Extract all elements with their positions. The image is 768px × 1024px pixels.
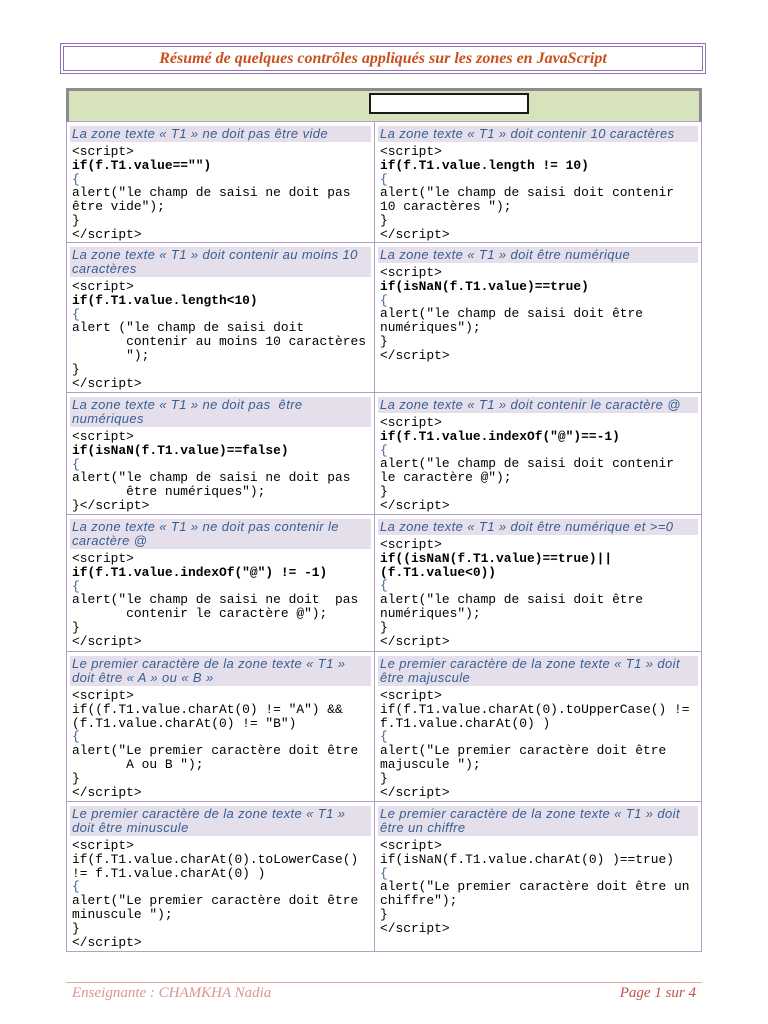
code-line: alert("le champ de saisi ne doit pas — [72, 470, 351, 486]
code-line: { — [380, 442, 388, 458]
code-line: alert("Le premier caractère doit être — [72, 743, 359, 759]
code-line: minuscule "); — [72, 906, 173, 922]
title-box — [60, 43, 706, 74]
cell-heading: Le premier caractère de la zone texte « T1 » doit être « A » ou « B » — [70, 656, 371, 686]
code-line: chiffre"); — [380, 893, 458, 909]
code-block — [70, 145, 371, 242]
code-line: } — [380, 333, 388, 349]
control-cell — [66, 515, 375, 652]
code-line: </script> — [380, 497, 450, 513]
code-line: numériques"); — [380, 605, 481, 621]
code-line: alert("Le premier caractère doit être — [380, 743, 667, 759]
control-cell — [375, 652, 702, 802]
code-line: "); — [72, 347, 150, 363]
code-line: alert("le champ de saisi ne doit pas — [72, 185, 351, 201]
code-line: numériques"); — [380, 320, 481, 336]
code-line: alert("le champ de saisi doit être — [380, 592, 644, 608]
code-line: <script> — [380, 688, 442, 703]
code-line: (f.T1.value<0)) — [380, 564, 497, 580]
code-line: if(isNaN(f.T1.value)==false) — [72, 442, 289, 458]
code-line: { — [72, 578, 80, 594]
code-line: { — [380, 729, 388, 745]
code-line: } — [380, 212, 388, 228]
code-line: </script> — [380, 784, 450, 800]
code-line: </script> — [72, 784, 142, 800]
code-line: <script> — [72, 279, 134, 294]
code-line: { — [380, 292, 388, 308]
code-line: if(f.T1.value.indexOf("@") != -1) — [72, 564, 328, 580]
document-title: Résumé de quelques contrôles appliqués sur les zones en JavaScript — [159, 49, 607, 67]
code-block — [70, 552, 371, 649]
code-line: être vide"); — [72, 199, 165, 215]
code-line: { — [72, 456, 80, 472]
footer-divider — [66, 982, 702, 983]
cell-heading: Le premier caractère de la zone texte « T1 » doit être un chiffre — [378, 806, 698, 836]
code-line: != f.T1.value.charAt(0) ) — [72, 865, 266, 881]
code-line: </script> — [72, 934, 142, 950]
code-line: if(f.T1.value.charAt(0).toLowerCase() — [72, 851, 359, 867]
footer-page-number: Page 1 sur 4 — [619, 985, 696, 1001]
code-line: }</script> — [72, 497, 150, 513]
code-line: <script> — [380, 265, 442, 280]
code-line: if(f.T1.value.length != 10) — [380, 157, 589, 173]
code-block — [378, 538, 698, 648]
code-line: </script> — [380, 633, 450, 649]
code-block — [70, 689, 371, 799]
code-line: } — [72, 212, 80, 228]
cell-heading: Le premier caractère de la zone texte « T1 » doit être majuscule — [378, 656, 698, 686]
code-line: { — [380, 171, 388, 187]
code-line: </script> — [72, 633, 142, 649]
code-line: <script> — [380, 415, 442, 430]
code-line: } — [380, 483, 388, 499]
control-cell — [66, 122, 375, 243]
cell-heading: La zone texte « T1 » doit contenir au moins 10 caractères — [70, 247, 371, 277]
control-cell — [66, 802, 375, 952]
code-block — [70, 430, 371, 513]
code-line: { — [72, 306, 80, 322]
cell-heading: La zone texte « T1 » doit être numérique — [378, 247, 698, 263]
control-cell — [375, 122, 702, 243]
control-cell — [66, 652, 375, 802]
code-line: } — [380, 906, 388, 922]
code-line: { — [380, 865, 388, 881]
code-line: if(f.T1.value.length<10) — [72, 292, 258, 308]
code-line: </script> — [72, 226, 142, 242]
code-line: être numériques"); — [72, 484, 266, 500]
code-block — [70, 280, 371, 390]
code-line: <script> — [72, 688, 134, 703]
code-line: <script> — [380, 537, 442, 552]
code-line: { — [72, 729, 80, 745]
header-empty-box — [369, 93, 529, 114]
code-line: if(f.T1.value.indexOf("@")==-1) — [380, 428, 620, 444]
cell-heading: La zone texte « T1 » doit contenir 10 caractères — [378, 126, 698, 142]
code-line: alert("Le premier caractère doit être un — [380, 879, 690, 895]
cell-heading: La zone texte « T1 » ne doit pas être vide — [70, 126, 371, 142]
table-header-row — [66, 88, 702, 122]
code-line: } — [380, 619, 388, 635]
code-line: <script> — [380, 838, 442, 853]
code-line: contenir le caractère @"); — [72, 606, 328, 622]
code-line: A ou B "); — [72, 756, 204, 772]
code-block — [378, 266, 698, 363]
code-line: alert("Le premier caractère doit être — [72, 893, 359, 909]
cell-heading: La zone texte « T1 » ne doit pas contenir le caractère @ — [70, 519, 371, 549]
code-line: f.T1.value.charAt(0) ) — [380, 715, 551, 731]
code-line: } — [72, 920, 80, 936]
code-line: if((isNaN(f.T1.value)==true)|| — [380, 550, 613, 566]
code-line: if(isNaN(f.T1.value)==true) — [380, 278, 589, 294]
code-line: } — [72, 770, 80, 786]
code-line: contenir au moins 10 caractères — [72, 334, 366, 350]
cell-heading: La zone texte « T1 » doit contenir le caractère @ — [378, 397, 698, 413]
controls-table — [66, 88, 702, 952]
control-cell — [66, 393, 375, 515]
footer-author: Enseignante : CHAMKHA Nadia — [72, 985, 272, 1001]
code-line: </script> — [72, 375, 142, 391]
cell-heading: Le premier caractère de la zone texte « T1 » doit être minuscule — [70, 806, 371, 836]
code-line: } — [72, 361, 80, 377]
code-line: if(f.T1.value.charAt(0).toUpperCase() != — [380, 701, 690, 717]
code-line: alert("le champ de saisi doit contenir — [380, 185, 674, 201]
code-line: </script> — [380, 226, 450, 242]
code-block — [378, 689, 698, 799]
control-cell — [375, 393, 702, 515]
control-cell — [375, 515, 702, 652]
code-line: alert("le champ de saisi doit contenir — [380, 456, 674, 472]
code-line: <script> — [72, 838, 134, 853]
code-line: { — [72, 171, 80, 187]
code-line: if((f.T1.value.charAt(0) != "A") && — [72, 701, 343, 717]
code-line: alert ("le champ de saisi doit — [72, 320, 305, 336]
control-cell — [66, 243, 375, 393]
code-line: (f.T1.value.charAt(0) != "B") — [72, 715, 297, 731]
code-line: } — [380, 770, 388, 786]
code-line: <script> — [72, 144, 134, 159]
code-line: <script> — [72, 429, 134, 444]
cell-heading: La zone texte « T1 » ne doit pas être numériques — [70, 397, 371, 427]
code-block — [378, 416, 698, 513]
code-line: if(f.T1.value=="") — [72, 157, 212, 173]
control-cell — [375, 802, 702, 952]
code-line: le caractère @"); — [380, 470, 512, 486]
code-line: alert("le champ de saisi doit être — [380, 306, 644, 322]
control-cell — [375, 243, 702, 393]
code-line: 10 caractères "); — [380, 199, 512, 215]
code-block — [70, 839, 371, 949]
cell-heading: La zone texte « T1 » doit être numérique et >=0 — [378, 519, 698, 535]
code-line: </script> — [380, 920, 450, 936]
code-line: majuscule "); — [380, 756, 481, 772]
code-line: <script> — [380, 144, 442, 159]
code-line: if(isNaN(f.T1.value.charAt(0) )==true) — [380, 851, 674, 867]
code-block — [378, 839, 698, 936]
code-line: } — [72, 619, 80, 635]
code-line: <script> — [72, 551, 134, 566]
code-line: { — [380, 578, 388, 594]
code-block — [378, 145, 698, 242]
code-line: { — [72, 879, 80, 895]
code-line: </script> — [380, 347, 450, 363]
code-line: alert("le champ de saisi ne doit pas — [72, 592, 359, 608]
